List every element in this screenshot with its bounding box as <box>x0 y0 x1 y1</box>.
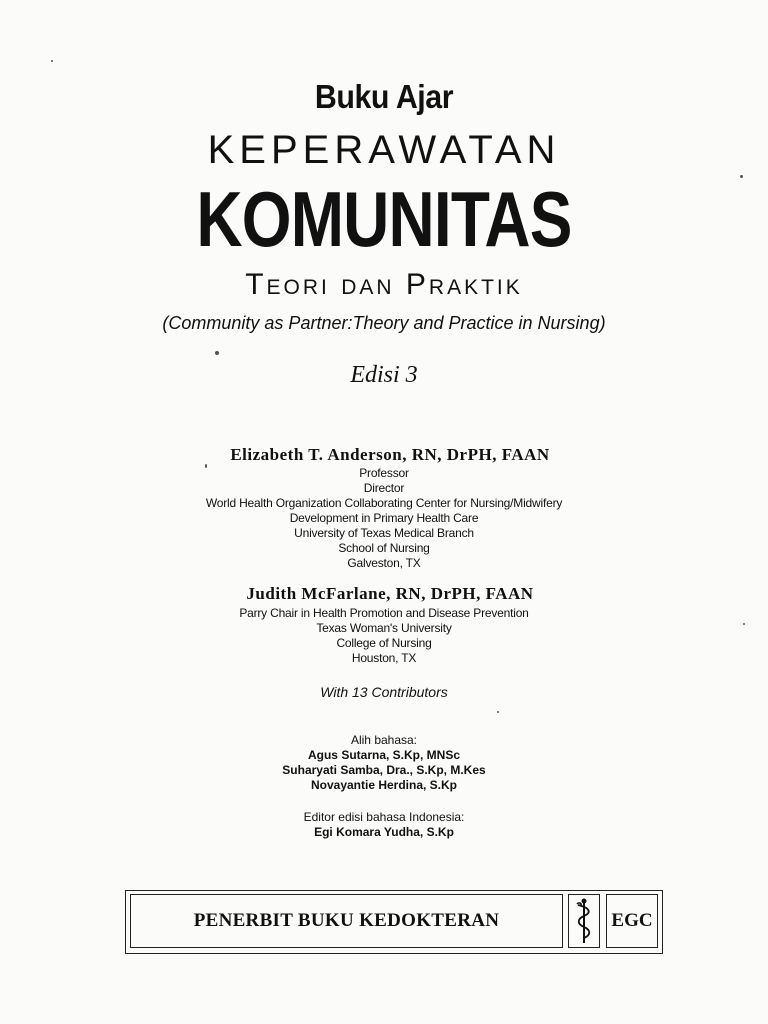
translator-name: Suharyati Samba, Dra., S.Kp, M.Kes <box>282 763 486 777</box>
editor-name: Egi Komara Yudha, S.Kp <box>314 825 454 839</box>
translation-credits <box>0 733 768 793</box>
affiliation-line: Texas Woman's University <box>316 621 452 635</box>
affiliation-line: College of Nursing <box>336 636 432 650</box>
publisher-bar <box>125 890 663 954</box>
affiliation-line: World Health Organization Collaborating Center for Nursing/Midwifery <box>205 496 563 510</box>
affiliation-line: Houston, TX <box>351 651 417 665</box>
editor-credits <box>0 810 768 840</box>
affiliation-line: School of Nursing <box>338 541 430 555</box>
affiliation-line: Development in Primary Health Care <box>289 511 479 525</box>
author-affiliation-2 <box>0 606 768 666</box>
affiliation-line: University of Texas Medical Branch <box>294 526 474 540</box>
contributors-note: With 13 Contributors <box>320 684 448 700</box>
scan-speck <box>743 623 745 625</box>
translator-name: Novayantie Herdina, S.Kp <box>310 778 458 792</box>
title-line-2: KOMUNITAS <box>196 175 572 263</box>
english-title: (Community as Partner:Theory and Practice in Nursing) <box>162 313 606 333</box>
editor-label: Editor edisi bahasa Indonesia: <box>303 810 465 824</box>
author-name-1: Elizabeth T. Anderson, RN, DrPH, FAAN <box>230 445 550 464</box>
scan-speck <box>205 464 207 468</box>
subtitle: Teori dan Praktik <box>245 268 523 301</box>
author-name-2: Judith McFarlane, RN, DrPH, FAAN <box>246 584 534 603</box>
edition-label: Edisi 3 <box>350 362 418 388</box>
translator-name: Agus Sutarna, S.Kp, MNSc <box>307 748 461 762</box>
affiliation-line: Parry Chair in Health Promotion and Disease Prevention <box>239 606 529 620</box>
series-label: Buku Ajar <box>314 78 454 115</box>
affiliation-line: Professor <box>359 466 409 480</box>
affiliation-line: Director <box>363 481 405 495</box>
title-line-1: KEPERAWATAN <box>207 128 561 172</box>
scan-speck <box>740 175 743 178</box>
scan-speck <box>497 711 499 713</box>
scan-speck <box>51 60 53 62</box>
translation-label: Alih bahasa: <box>350 733 418 747</box>
publisher-name: PENERBIT BUKU KEDOKTERAN <box>130 894 563 948</box>
scan-speck <box>215 351 219 355</box>
publisher-code: EGC <box>606 894 658 948</box>
affiliation-line: Galveston, TX <box>347 556 421 570</box>
caduceus-icon <box>568 894 600 948</box>
author-affiliation-1 <box>0 466 768 571</box>
